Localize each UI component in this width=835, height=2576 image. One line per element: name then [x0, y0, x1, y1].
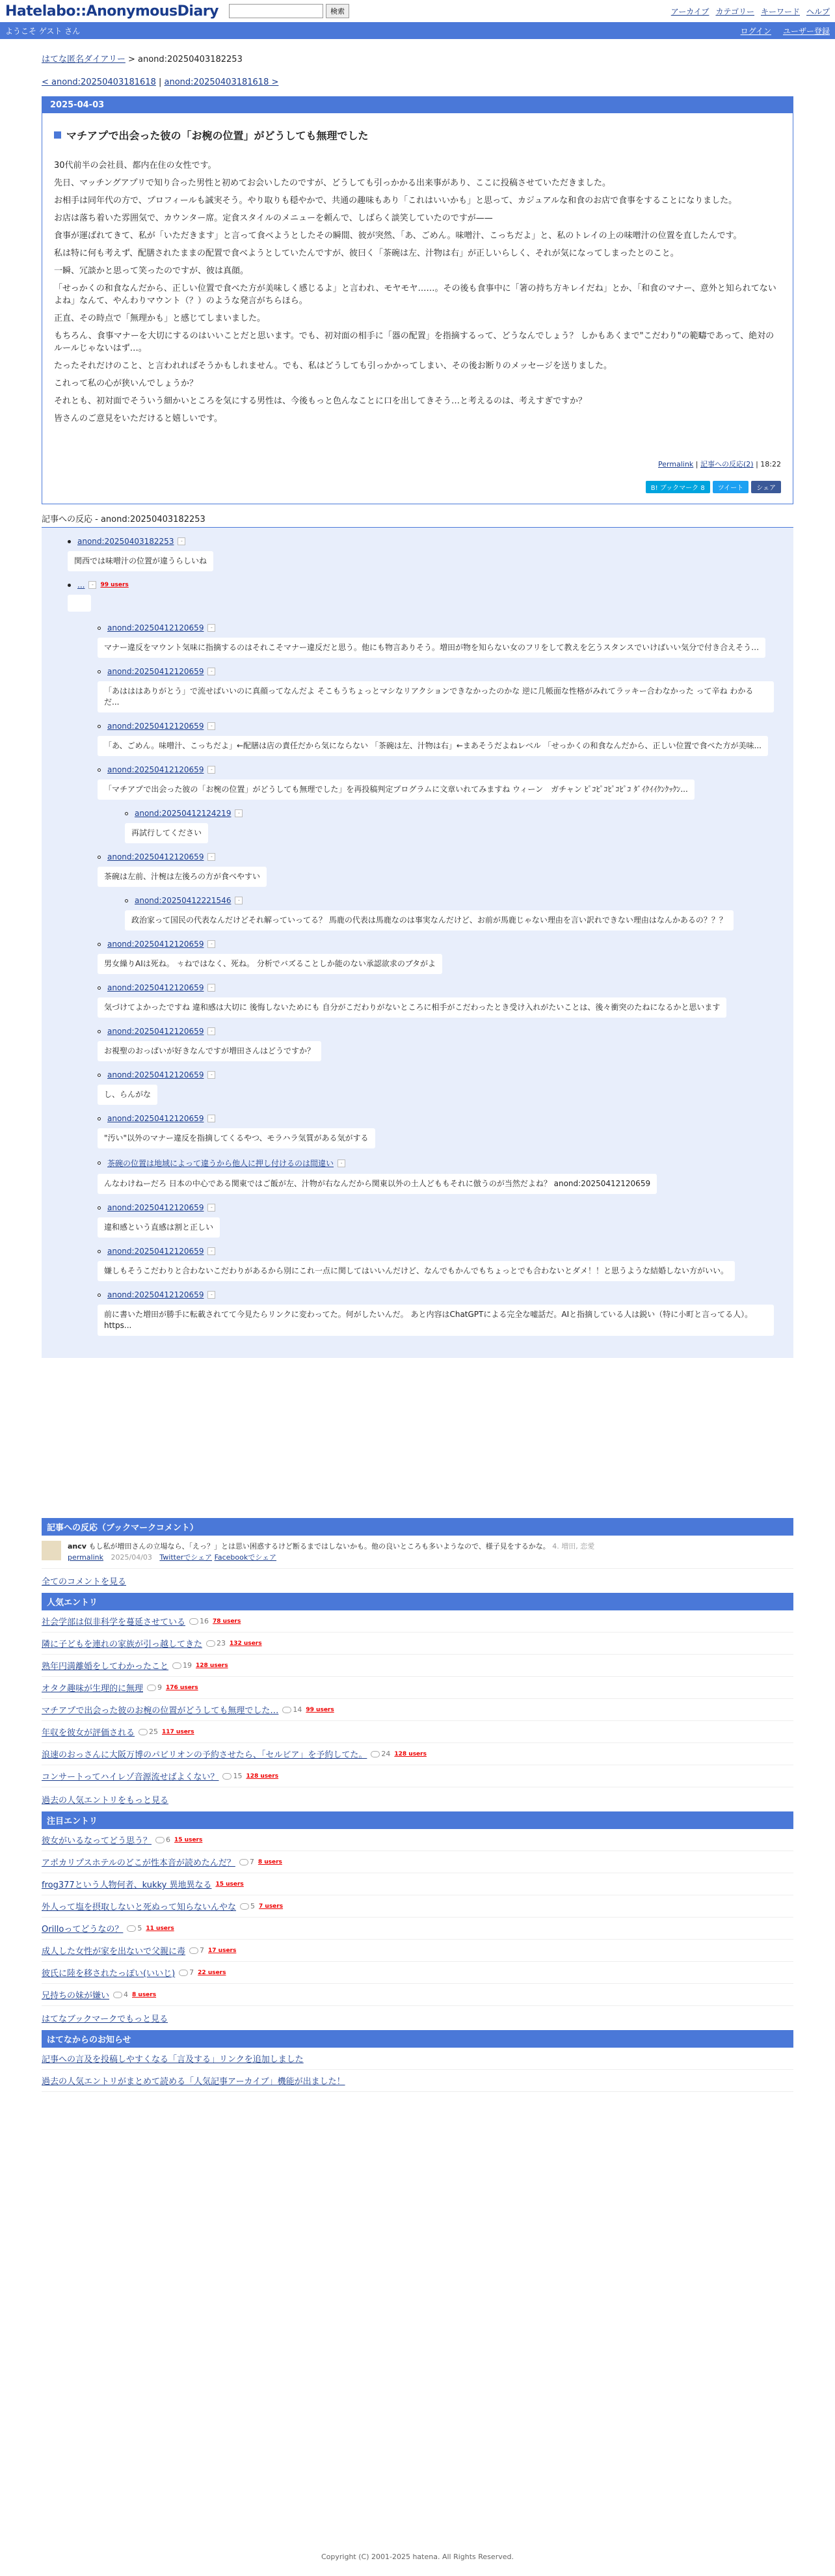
- tweet-button[interactable]: ツイート: [713, 481, 749, 493]
- comment-count-value: 15: [233, 1772, 243, 1780]
- category-link[interactable]: カテゴリー: [715, 7, 754, 16]
- reaction-text: お視聖のおっぱいが好きなんですが増田さんはどうですか？: [98, 1041, 321, 1061]
- comment-bubble-icon: [206, 1640, 215, 1647]
- login-link[interactable]: ログイン: [740, 26, 771, 36]
- bookmark-users-badge[interactable]: 132 users: [230, 1640, 262, 1647]
- reaction-text: 気づけてよかったですね 違和感は大切に 後悔しないためにも 自分がこだわりがないところに相手がこだわったとき受け入れがたいことは、後々衝突のたねになるかと思います: [98, 997, 726, 1018]
- article-paragraph: 30代前半の会社員、都内在住の女性です。: [54, 161, 217, 170]
- bookmark-users-badge[interactable]: 99 users: [306, 1706, 334, 1713]
- comment-bubble-icon: [147, 1685, 156, 1691]
- breadcrumb-sep: >: [125, 55, 139, 64]
- article-title: [54, 128, 781, 142]
- bookmark-users-badge[interactable]: 11 users: [146, 1925, 174, 1932]
- entry-link[interactable]: 年収を彼女が評価される: [42, 1728, 135, 1738]
- permalink[interactable]: Permalink: [658, 460, 694, 468]
- article-paragraph: 皆さんのご意見をいただけると嬉しいです。: [54, 414, 222, 424]
- toggle-icon[interactable]: -: [207, 1071, 215, 1079]
- comment-count-value: 4: [124, 1990, 129, 1999]
- comment-count-value: 19: [183, 1661, 192, 1670]
- bullet-icon: [98, 856, 101, 859]
- toggle-icon[interactable]: -: [207, 1115, 215, 1122]
- entry-row: [42, 1677, 793, 1699]
- article-paragraph: たったそれだけのこと、と言われればそうかもしれません。でも、私はどうしても引っかかってしまい、その後お断りのメッセージを送りました。: [54, 361, 613, 371]
- toggle-icon[interactable]: -: [207, 1027, 215, 1035]
- top-links: [671, 6, 830, 17]
- comment-count-value: 6: [166, 1836, 171, 1844]
- footer-copyright: Copyright (C) 2001-2025 hatena. All Rights Reserved.: [321, 2553, 514, 2561]
- bullet-icon: [98, 768, 101, 772]
- bullet-icon: [98, 1161, 101, 1165]
- footer-sep: |: [753, 460, 761, 468]
- comment-bubble-icon: [189, 1947, 198, 1954]
- notice-heading: はてなからのお知らせ: [42, 2030, 793, 2048]
- toggle-icon[interactable]: -: [207, 984, 215, 992]
- breadcrumb: [42, 52, 793, 64]
- entry-row: [42, 1940, 793, 1962]
- reactions-link[interactable]: 記事への反応(2): [700, 460, 754, 468]
- entry-link[interactable]: 隣に子どもを連れの家族が引っ越してきた: [42, 1640, 203, 1649]
- reaction-text: 「マチアプで出会った彼の「お椀の位置」がどうしても無理でした」を再投稿判定プログラムに文章いれてみますね ウィーン ガチャン ﾋﾟｺﾋﾟｺﾋﾟｺﾋﾟｺ ﾀﾞｲｸｲｲｸﾝｸｯｸﾝ...: [98, 780, 695, 800]
- bullet-icon: [98, 1117, 101, 1120]
- comment-count: [155, 1836, 170, 1844]
- comment-bubble-icon: [282, 1707, 291, 1713]
- reaction-link[interactable]: anond:20250403182253: [77, 537, 174, 546]
- reaction-text: 「あはははありがとう」で流せばいいのに真顔ってなんだよ そこもうちょっとマシなリアクションできなかったのかな 逆に几帳面な性格がみれてラッキー合わなかった って辛ね わかるだ...: [98, 681, 774, 712]
- reaction-item: [98, 667, 783, 712]
- hot-entries: [42, 1811, 793, 2030]
- bookmark-users-badge[interactable]: 15 users: [215, 1880, 244, 1888]
- comment-count-value: 5: [250, 1902, 256, 1910]
- comment-count: [147, 1683, 162, 1692]
- register-link[interactable]: ユーザー登録: [782, 26, 830, 36]
- breadcrumb-current: anond:20250403182253: [138, 55, 243, 64]
- comment-count: [240, 1902, 255, 1910]
- comment-date: 2025/04/03: [111, 1553, 152, 1562]
- comment-count-value: 25: [149, 1728, 159, 1736]
- pager-sep: |: [155, 77, 165, 87]
- toggle-icon[interactable]: -: [207, 1247, 215, 1255]
- article-paragraph: 「せっかくの和食なんだから、正しい位置で食べた方が美味しく感じるよ」と言われ、モヤモヤ……。その後も食事中に「箸の持ち方キレイだね」とか、「和食のマナー、意外と知られてないよね」なんて、やんわりマウント（？）のような発言がちらほら。: [54, 284, 776, 306]
- reaction-link[interactable]: anond:20250412120659: [107, 1290, 204, 1299]
- comment-tags: 4. 増田, 恋愛: [552, 1542, 595, 1551]
- hot-heading: 注目エントリ: [42, 1811, 793, 1829]
- bullet-icon: [98, 627, 101, 630]
- reaction-item: [125, 896, 783, 930]
- article-title-text: マチアプで出会った彼の「お椀の位置」がどうしても無理でした: [66, 129, 369, 142]
- comment-bubble-icon: [239, 1859, 248, 1865]
- reaction-item: [98, 1247, 783, 1281]
- toggle-icon[interactable]: -: [338, 1159, 345, 1167]
- comment-count: [282, 1705, 302, 1714]
- share-buttons: [54, 481, 781, 493]
- popular-entries: [42, 1593, 793, 1811]
- popular-more-link[interactable]: 過去の人気エントリをもっと見る: [42, 1796, 169, 1806]
- comment-count-value: 14: [293, 1705, 302, 1714]
- toggle-icon[interactable]: -: [207, 624, 215, 632]
- article-footer: [54, 459, 781, 469]
- comment-count: [206, 1639, 226, 1647]
- comment-count: [189, 1617, 209, 1625]
- toggle-icon[interactable]: -: [207, 1291, 215, 1299]
- bookmark-users-badge[interactable]: 117 users: [162, 1728, 194, 1735]
- popular-list: [42, 1610, 793, 1787]
- entry-link[interactable]: 外人って塩を摂取しないと死ぬって知らないんやな: [42, 1903, 237, 1912]
- entry-row: [42, 1895, 793, 1918]
- reaction-link[interactable]: anond:20250412120659: [107, 1114, 204, 1123]
- toggle-icon[interactable]: -: [207, 668, 215, 675]
- reaction-item: [98, 852, 783, 887]
- reaction-item: [98, 983, 783, 1018]
- reaction-item: [98, 1070, 783, 1105]
- bookmark-users-badge[interactable]: 128 users: [394, 1750, 427, 1757]
- article-paragraph: これって私の心が狭いんでしょうか？: [54, 379, 198, 388]
- comment-count: [113, 1990, 128, 1999]
- entry-row: [42, 1721, 793, 1743]
- entry-row: [42, 1699, 793, 1721]
- entry-row: [42, 1918, 793, 1940]
- bookmark-comments-heading: 記事への反応（ブックマークコメント）: [42, 1518, 793, 1536]
- comment-count: [189, 1946, 204, 1955]
- article-paragraph: 私は特に何も考えず、配膳されたままの配置で食べようとしていたんですが、彼曰く「茶碗は左、汁物は右」が正しいらしく、それが気になってしまったとのこと。: [54, 249, 679, 258]
- reaction-link[interactable]: anond:20250412120659: [107, 852, 204, 861]
- article-paragraph: 先日、マッチングアプリで知り合った男性と初めてお会いしたのですが、どうしても引っかかる出来事があり、ここに投稿させていただきました。: [54, 178, 611, 188]
- avatar[interactable]: [42, 1541, 61, 1560]
- comment-count: [222, 1772, 242, 1780]
- reaction-link[interactable]: anond:20250412120659: [107, 1027, 204, 1036]
- comment-permalink[interactable]: permalink: [68, 1553, 103, 1562]
- bookmark-users-badge[interactable]: 78 users: [213, 1618, 241, 1625]
- reaction-text: [68, 595, 91, 612]
- reaction-item: [98, 765, 783, 800]
- bullet-icon: [98, 670, 101, 673]
- entry-link[interactable]: マチアプで出会った彼のお椀の位置がどうしても無理でした…: [42, 1706, 279, 1716]
- entry-row: [42, 1610, 793, 1633]
- comment-bubble-icon: [179, 1970, 188, 1976]
- reaction-item: [98, 722, 783, 756]
- toggle-icon[interactable]: -: [207, 722, 215, 730]
- bookmark-users-badge[interactable]: 176 users: [166, 1684, 198, 1691]
- help-link[interactable]: ヘルプ: [806, 7, 830, 16]
- article-date: 2025-04-03: [42, 97, 793, 113]
- bullet-icon: [98, 1294, 101, 1297]
- comment-count: [371, 1750, 390, 1758]
- article-paragraph: もちろん、食事マナーを大切にするのはいいことだと思います。でも、初対面の相手に「器の配置」を指摘するって、どうなんでしょう？ しかもあくまで"こだわり"の範疇であって、絶対のルールじゃないはず…。: [54, 331, 775, 353]
- entry-row: [42, 1829, 793, 1851]
- bookmark-users-badge[interactable]: 8 users: [132, 1991, 157, 1998]
- bookmark-users-badge[interactable]: 17 users: [208, 1947, 237, 1954]
- entry-row: [42, 1851, 793, 1873]
- toggle-icon[interactable]: -: [178, 537, 185, 545]
- bullet-icon: [98, 1030, 101, 1033]
- comment-bubble-icon: [155, 1837, 165, 1843]
- entry-link[interactable]: 熟年円満離婚をしてわかったこと: [42, 1662, 169, 1672]
- comment-count-value: 7: [249, 1858, 254, 1866]
- comment-bubble-icon: [240, 1903, 249, 1910]
- reactions-heading: 記事への反応 - anond:20250403182253: [42, 504, 793, 528]
- prev-entry-link[interactable]: < anond:20250403181618: [42, 77, 156, 87]
- bullet-icon: [98, 1074, 101, 1077]
- footer-sep: |: [693, 460, 700, 468]
- bookmark-users-badge[interactable]: 7 users: [259, 1903, 284, 1910]
- reaction-text: 嫌しもそうこだわりと合わないこだわりがあるから別にこれ一点に関してはいいんだけど、なんでもかんでもちょっとでも合わないとダメ！！と思うような結婚しない方がいい。: [98, 1261, 735, 1281]
- site-logo[interactable]: Hatelabo::AnonymousDiary: [5, 3, 219, 20]
- entry-row: [42, 1633, 793, 1655]
- comment-bubble-icon: [127, 1925, 136, 1932]
- comment-count-value: 24: [381, 1750, 391, 1758]
- hatena-bookmark-button[interactable]: B! ブックマーク 8: [646, 481, 710, 493]
- reaction-text: 再試行してください: [125, 823, 208, 843]
- comment-count-value: 16: [200, 1617, 209, 1625]
- reactions-area: [42, 528, 793, 1358]
- entry-row: [42, 1743, 793, 1765]
- reaction-text: マナー違反をマウント気味に指摘するのはそれこそマナー違反だと思う。他にも物言ありそう。増田が物を知らない女のフリをして教えを乞うスタンスでいけばいい気分で付き合えそう…: [98, 638, 765, 658]
- reaction-text: "汚い"以外のマナー違反を指摘してくるやつ、モラハラ気質がある気がする: [98, 1128, 375, 1148]
- entry-row: [42, 1655, 793, 1677]
- comment-count: [179, 1968, 194, 1977]
- bookmark-comments: [42, 1518, 793, 1593]
- entry-link[interactable]: 成人した女性が家を出ないで父親に毒: [42, 1947, 186, 1957]
- comment-count-value: 7: [200, 1946, 205, 1955]
- bookmark-users-badge[interactable]: 22 users: [198, 1969, 226, 1976]
- reaction-item: [98, 1158, 783, 1194]
- entry-link[interactable]: 彼氏に陸を移されたっぽい(いいじ): [42, 1969, 176, 1979]
- entry-link[interactable]: 浪速のおっさんに大阪万博のパビリオンの予約させたら、「セルビア」を予約してた。: [42, 1750, 367, 1760]
- article-paragraph: お店は落ち着いた雰囲気で、カウンター席。定食スタイルのメニューを頼んで、しばらく談笑していたのですが——: [54, 213, 493, 223]
- comment-twitter-share[interactable]: Twitterでシェア: [159, 1553, 213, 1562]
- pager: [42, 77, 793, 87]
- toggle-icon[interactable]: -: [207, 766, 215, 774]
- article-paragraph: お相手は同年代の方で、プロフィールも誠実そう。やり取りも穏やかで、共通の趣味もあり「これはいいかも」と思って、カジュアルな和食のお店で食事をすることになりました。: [54, 196, 737, 206]
- reaction-text: 男女繰りAIは死ね。 ㄘねではなく、死ね。 分析でバズることしか能のない承認欲求のブタがよ: [98, 954, 442, 974]
- main-content: [42, 52, 793, 2092]
- reaction-item: [68, 537, 783, 571]
- reaction-item: [68, 580, 783, 614]
- reaction-link[interactable]: anond:20250412120659: [107, 940, 204, 949]
- header: [0, 0, 835, 22]
- breadcrumb-home[interactable]: はてな匿名ダイアリー: [42, 55, 126, 64]
- entry-link[interactable]: オタク趣味が生理的に無理: [42, 1684, 144, 1694]
- toggle-icon[interactable]: -: [235, 897, 243, 904]
- comment-facebook-share[interactable]: Facebookでシェア: [214, 1553, 277, 1562]
- article-paragraph: 一瞬、冗談かと思って笑ったのですが、彼は真顔。: [54, 266, 249, 276]
- reaction-link[interactable]: anond:20250412120659: [107, 667, 204, 676]
- reaction-link[interactable]: anond:20250412120659: [107, 983, 204, 992]
- reaction-link[interactable]: anond:20250412120659: [107, 1203, 204, 1212]
- notice-link[interactable]: 記事への言及を投稿しやすくなる「言及する」リンクを追加しました: [42, 2055, 304, 2065]
- reaction-text: し、らんがな: [98, 1085, 157, 1105]
- reaction-link[interactable]: ...: [77, 580, 85, 590]
- bullet-icon: [125, 899, 128, 902]
- bookmark-users-badge[interactable]: 128 users: [246, 1772, 279, 1780]
- article-paragraph: 正直、その時点で「無理かも」と感じてしまいました。: [54, 314, 266, 323]
- reaction-link[interactable]: anond:20250412124219: [135, 809, 232, 818]
- nested-reactions: [53, 623, 783, 1336]
- keyword-link[interactable]: キーワード: [760, 7, 800, 16]
- bullet-icon: [98, 986, 101, 990]
- bullet-icon: [68, 540, 71, 543]
- comment-count: [139, 1728, 158, 1736]
- comment-bubble-icon: [139, 1729, 148, 1735]
- reaction-link[interactable]: anond:20250412221546: [135, 896, 232, 905]
- comment-bubble-icon: [172, 1662, 181, 1669]
- reaction-text: んなわけねーだろ 日本の中心である関東ではご飯が左、汁物が右なんだから関東以外の土人どももそれに倣うのが当然だよね？ anond:20250412120659: [98, 1174, 657, 1194]
- archive-link[interactable]: アーカイブ: [670, 7, 709, 16]
- reaction-item: [98, 1203, 783, 1238]
- comment-count: [127, 1924, 142, 1932]
- bullet-icon: [98, 943, 101, 946]
- reaction-link[interactable]: anond:20250412120659: [107, 1247, 204, 1256]
- reaction-link[interactable]: anond:20250412120659: [107, 765, 204, 774]
- comment-count-value: 7: [189, 1968, 194, 1977]
- comment-count-value: 5: [137, 1924, 142, 1932]
- reaction-link[interactable]: anond:20250412120659: [107, 1070, 204, 1079]
- comment-text: もし私が増田さんの立場なら、「えっ？」とは思い困惑するけど断るまではしないかも。他の良いところも多いようなので、様子見をするかな。: [88, 1542, 550, 1551]
- article-paragraph: 食事が運ばれてきて、私が「いただきます」と言って食べようとしたその瞬間、彼が突然、「あ、ごめん。味噌汁、こっちだよ」と、私のトレイの上の味噌汁の位置を直したんです。: [54, 231, 742, 241]
- comment-bubble-icon: [222, 1773, 232, 1780]
- entry-row: [42, 1765, 793, 1787]
- search-button[interactable]: 検索: [326, 4, 349, 18]
- reaction-item: [98, 1114, 783, 1148]
- popular-heading: 人気エントリ: [42, 1593, 793, 1610]
- article-body: [54, 159, 781, 425]
- toggle-icon[interactable]: -: [207, 1204, 215, 1212]
- entry-link[interactable]: コンサートってハイレゾ音源流せばよくない？: [42, 1772, 219, 1782]
- title-square-icon: [54, 131, 61, 139]
- toggle-icon[interactable]: -: [235, 809, 243, 817]
- toggle-icon[interactable]: -: [207, 853, 215, 861]
- bookmark-users-badge[interactable]: 15 users: [174, 1836, 203, 1843]
- comment-count: [172, 1661, 192, 1670]
- notices: [42, 2030, 793, 2092]
- reaction-link[interactable]: anond:20250412120659: [107, 722, 204, 731]
- user-bar: [0, 22, 835, 39]
- reaction-item: [98, 1290, 783, 1336]
- bookmark-users-badge[interactable]: 8 users: [258, 1858, 282, 1865]
- reaction-item: [98, 1027, 783, 1061]
- comment-count-value: 23: [217, 1639, 226, 1647]
- entry-link[interactable]: 兄持ちの妹が嫌い: [42, 1991, 110, 2001]
- entry-link[interactable]: 社会学部は似非科学を蔓延させている: [42, 1618, 186, 1627]
- comment-bubble-icon: [189, 1618, 198, 1625]
- entry-row: [42, 1873, 793, 1895]
- comment-user[interactable]: ancv: [68, 1542, 86, 1551]
- all-comments-link[interactable]: 全てのコメントを見る: [42, 1577, 127, 1587]
- next-entry-link[interactable]: anond:20250403181618 >: [164, 77, 279, 87]
- reaction-text: 前に書いた増田が勝手に転載されてて今見たらリンクに変わってた。何がしたいんだ。 あと内容はChatGPTによる完全な嘘話だ。AIと指摘している人は鋭い（特に小町と言ってる人）。 https...: [98, 1305, 774, 1336]
- notice-link[interactable]: 過去の人気エントリがまとめて読める「人気記事アーカイブ」機能が出ました！: [42, 2077, 345, 2087]
- search-input[interactable]: [229, 4, 323, 18]
- entry-row: [42, 1962, 793, 1984]
- hot-list: [42, 1829, 793, 2006]
- comment-bubble-icon: [371, 1751, 380, 1757]
- article-paragraph: それとも、初対面でそういう細かいところを気にする男性は、今後もっと色んなことに口を出してきそう…と考えるのは、考えすぎですか？: [54, 396, 587, 406]
- reaction-text: 政治家って国民の代表なんだけどそれ解っていってる？ 馬鹿の代表は馬鹿なのは事実なんだけど、お前が馬鹿じゃない理由を言い訳れできない理由はなんかあるの？？？: [125, 910, 734, 930]
- facebook-share-button[interactable]: シェア: [751, 481, 781, 493]
- entry-link[interactable]: frog377という人物何者、kukky 異地異なる: [42, 1880, 212, 1890]
- comment-count-value: 9: [157, 1683, 163, 1692]
- bookmark-users-badge[interactable]: 99 users: [100, 582, 129, 588]
- bullet-icon: [98, 1250, 101, 1253]
- reaction-text: 違和感という直感は割と正しい: [98, 1217, 220, 1238]
- bullet-icon: [98, 725, 101, 728]
- reaction-item: [98, 940, 783, 974]
- toggle-icon[interactable]: -: [207, 940, 215, 948]
- entry-row: [42, 1984, 793, 2006]
- post-time: 18:22: [760, 460, 781, 468]
- reaction-text: 「あ、ごめん。味噌汁、こっちだよ」←配膳は店の責任だから気にならない 「茶碗は左、汁物は右」←まあそうだよねレベル 「せっかくの和食なんだから、正しい位置で食べた方が美味...: [98, 736, 768, 756]
- article: [42, 96, 793, 504]
- bullet-icon: [125, 812, 128, 815]
- bookmark-comment: [42, 1536, 793, 1569]
- bullet-icon: [98, 1206, 101, 1210]
- entry-link[interactable]: アポカリプスホテルのどこが性本音が読めたんだ？: [42, 1858, 235, 1868]
- toggle-icon[interactable]: -: [88, 581, 96, 589]
- reaction-item: [125, 809, 783, 843]
- comment-bubble-icon: [113, 1992, 122, 1998]
- reaction-text: 茶碗は左前、汁椀は左後ろの方が食べやすい: [98, 867, 267, 887]
- entry-link[interactable]: Orilloってどうなの？: [42, 1925, 124, 1934]
- comment-count: [239, 1858, 254, 1866]
- reaction-text: 関西では味噌汁の位置が違うらしいね: [68, 551, 213, 571]
- hot-more-link[interactable]: はてなブックマークでもっと見る: [42, 2014, 168, 2024]
- reaction-item: [98, 623, 783, 658]
- bookmark-users-badge[interactable]: 128 users: [196, 1662, 228, 1669]
- welcome-text: ようこそ ゲスト さん: [5, 26, 81, 36]
- bullet-icon: [68, 584, 71, 587]
- reaction-link[interactable]: 茶碗の位置は地域によって違うから他人に押し付けるのは間違い: [107, 1159, 334, 1168]
- entry-link[interactable]: 彼女がいるなってどう思う？: [42, 1836, 152, 1846]
- reaction-link[interactable]: anond:20250412120659: [107, 623, 204, 632]
